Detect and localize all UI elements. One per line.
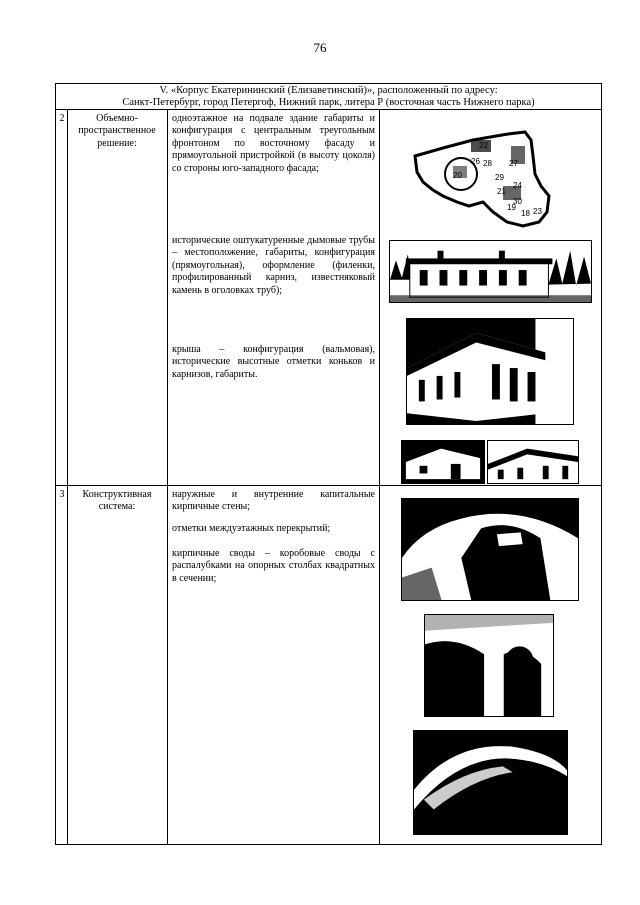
annex-photo (401, 440, 485, 484)
map-label: 20 (453, 171, 462, 180)
table-header (55, 83, 602, 110)
vault-photo-3-graphic (414, 731, 567, 834)
vault-photo-2 (424, 614, 554, 717)
map-label: 19 (507, 203, 516, 212)
annex-photo-graphic (402, 441, 484, 483)
roof-photo-graphic (488, 441, 578, 483)
row-item: кирпичные своды – коробовые своды с распалубками на опорных столбах квадратных в сечении; (172, 548, 375, 584)
map-label: 30 (513, 197, 522, 206)
vault-photo-3 (413, 730, 568, 835)
row-number: 3 (59, 489, 65, 500)
vault-photo-2-graphic (425, 615, 553, 716)
header-line-2: Санкт-Петербург, город Петергоф, Нижний парк, литера Р (восточная часть Нижнего парка) (122, 97, 535, 108)
map-label: 26 (471, 157, 480, 166)
row-label: Объемно-пространственное решение: (78, 113, 156, 149)
page-number: 76 (313, 40, 327, 55)
column-divider (379, 110, 380, 845)
row-number: 2 (59, 113, 65, 124)
row-item: одноэтажное на подвале здание габариты и конфигурация с центральным треугольным фронтоном по восточному фасаду и прямоугольной пристройкой (в высоту цоколя) со стороны юго-западного фасада; (172, 113, 375, 174)
row-item: отметки междуэтажных перекрытий; (172, 523, 331, 534)
row-divider (55, 485, 602, 486)
map-label: 27 (509, 159, 518, 168)
map-label: 23 (533, 207, 542, 216)
row-item: наружные и внутренние капитальные кирпичные стены; (172, 489, 375, 513)
row-label: Конструктивная система: (82, 489, 152, 513)
column-divider (167, 110, 168, 845)
roof-photo (487, 440, 579, 484)
facade-photo (389, 240, 592, 303)
vault-photo-1 (401, 498, 579, 601)
map-label: 29 (495, 173, 504, 182)
column-divider (67, 110, 68, 845)
row-item: крыша – конфигурация (вальмовая), исторические высотные отметки коньков и карнизов, габариты. (172, 344, 375, 380)
map-label: 22 (479, 141, 488, 150)
building-corner-photo (406, 318, 574, 425)
map-label: 24 (513, 181, 522, 190)
map-label: 21 (497, 187, 506, 196)
site-plan-map-graphic (413, 126, 553, 230)
header-line-1: V. «Корпус Екатерининский (Елизаветинский)», расположенный по адресу: (159, 85, 498, 96)
map-label: 28 (483, 159, 492, 168)
vault-photo-1-graphic (402, 499, 578, 600)
map-label: 18 (521, 209, 530, 218)
row-item: исторические оштукатуренные дымовые трубы – местоположение, габариты, конфигурация (прямоугольная), оформление (филенки, профилированный карниз, известняковый камень в оголовках труб); (172, 235, 375, 296)
facade-photo-graphic (390, 241, 591, 302)
building-corner-photo-graphic (407, 319, 573, 424)
site-plan-map (413, 126, 553, 230)
